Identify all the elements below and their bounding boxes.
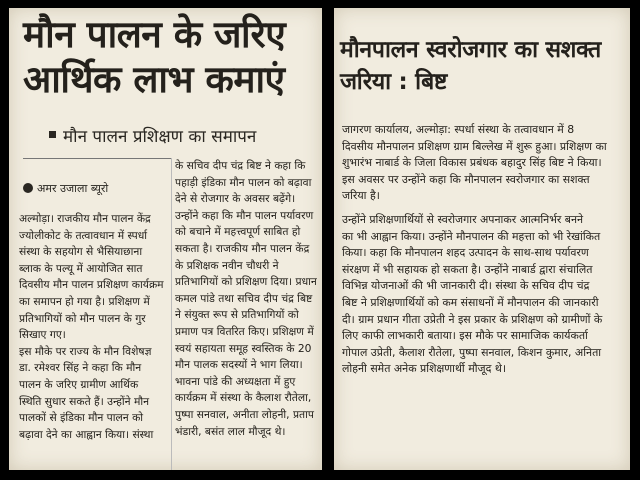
article-line: भंडारी, बसंत लाल मौजूद थे।: [175, 424, 286, 438]
article-line: लिए काफी लाभकारी बताया। इस मौके पर सामाजिक कार्यकर्ता: [342, 329, 588, 343]
article-line: भावना पांडे की अध्यक्षता में हुए: [175, 374, 296, 388]
article-line: विभिन्न योजनाओं की भी जानकारी दी। संस्था के सचिव दीप चंद्र: [342, 279, 590, 293]
article-line: जागरण कार्यालय, अल्मोड़ा: स्पर्धा संस्था के तत्वावधान में 8: [342, 123, 575, 136]
right-headline: [340, 34, 628, 98]
article-line: कार्यक्रम में संस्था के कैलाश रौतेला,: [175, 391, 312, 405]
article-line: देने से रोजगार के अवसर बढ़ेंगे।: [175, 192, 296, 206]
right-paragraph-1: [342, 122, 626, 205]
article-line: को बचाने में महत्त्वपूर्ण साबित हो: [175, 225, 301, 239]
article-line: सकता है। राजकीय मौन पालन केंद्र: [175, 241, 310, 255]
article-line: उन्होंने कहा कि मौन पालन पर्यावरण: [175, 208, 314, 222]
article-line: ब्लाक के पल्यू में आयोजित सात: [19, 261, 143, 275]
right-article-body: [342, 122, 626, 378]
article-line: बढ़ावा देने का आह्वान किया। संस्था: [19, 427, 154, 441]
article-line: का समापन हो गया है। प्रशिक्षण में: [19, 294, 150, 308]
left-headline: [23, 12, 319, 102]
article-line: संरक्षण में भी सहायक हो सकता है। उन्होंने नाबार्ड द्वारा संचालित: [342, 262, 593, 276]
right-headline-line: मौनपालन स्वरोजगार का सशक्त: [340, 37, 601, 63]
article-line: सिखाए गए।: [19, 328, 66, 342]
left-byline: [23, 181, 108, 196]
article-line: अल्मोड़ा। राजकीय मौन पालन केंद्र: [19, 212, 151, 225]
bureau-logo-icon: [23, 183, 33, 193]
article-line: कमल पांडे तथा सचिव दीप चंद्र बिष्ट: [175, 291, 313, 305]
article-line: ज्योलीकोट के तत्वावधान में स्पर्धा: [19, 228, 148, 242]
article-line: मौन पालक सदस्यों ने भाग लिया।: [175, 358, 303, 372]
article-line: पालन के जरिए ग्रामीण आर्थिक: [19, 377, 139, 391]
article-line: दिवसीय मौनपालन प्रशिक्षण ग्राम बिल्लेख में शुरू हुआ। प्रशिक्षण का: [342, 139, 607, 153]
article-line: पुष्पा सनवाल, अनीता लोहनी, प्रताप: [175, 407, 314, 421]
right-news-clipping: [334, 8, 630, 470]
article-line: इस अवसर पर उन्होंने कहा कि मौनपालन स्वरोजगार का सशक्त: [342, 172, 590, 186]
left-headline-line: मौन पालन के जरिए: [23, 13, 286, 56]
byline-text: अमर उजाला ब्यूरो: [37, 182, 109, 195]
article-line: बिष्ट ने प्रशिक्षणार्थियों को कम संसाधनों में मौनपालन की जानकारी: [342, 295, 599, 309]
article-line: इस मौके पर राज्य के मौन विशेषज्ञ: [19, 344, 152, 358]
paragraph-gap: [342, 205, 626, 212]
article-line: प्रतिभागियों को मौन पालन के गुर: [19, 311, 146, 325]
right-paragraph-2: [342, 212, 626, 378]
article-line: लोहनी समेत अनेक प्रशिक्षणार्थी मौजूद थे।: [342, 362, 506, 376]
article-line: जरिया है।: [342, 189, 380, 203]
bullet-icon: [49, 131, 56, 138]
article-line: ने संयुक्त रूप से प्रतिभागियों को: [175, 308, 299, 322]
article-line: स्वयं सहायता समूह स्वस्तिक के 20: [175, 341, 312, 355]
article-line: पालकों से इंडिका मौन पालन को: [19, 411, 144, 425]
article-line: दी। ग्राम प्रधान गीता उप्रेती ने इस प्रकार के प्रशिक्षण को ग्रामीणों के: [342, 312, 603, 326]
article-line: के सचिव दीप चंद्र बिष्ट ने कहा कि: [175, 159, 306, 172]
article-line: प्रमाण पत्र वितरित किए। प्रशिक्षण में: [175, 324, 314, 338]
left-article-column-2: [175, 158, 320, 440]
article-line: दिवसीय मौन पालन प्रशिक्षण कार्यक्रम: [19, 278, 164, 292]
article-line: गोपाल उप्रेती, कैलाश रौतेला, पुष्पा सनवाल, किशन कुमार, अनिता: [342, 345, 602, 359]
left-headline-line: आर्थिक लाभ कमाएं: [23, 58, 285, 101]
article-line: डा. रमेश्वर सिंह ने कहा कि मौन: [19, 361, 142, 375]
article-line: स्थिति सुधार सकते हैं। उन्होंने मौन: [19, 394, 150, 408]
right-headline-line: जरिया : बिष्ट: [340, 69, 448, 95]
byline-rule: [23, 158, 171, 159]
article-line: प्रतिभागियों को प्रशिक्षण दिया। प्रधान: [175, 275, 317, 289]
article-line: का भी आह्वान किया। उन्होंने मौनपालन की महत्ता को भी रेखांकित: [342, 229, 601, 243]
article-line: संस्था के सहयोग से भैसियाछाना: [19, 245, 143, 259]
column-divider: [171, 158, 172, 470]
left-news-clipping: [9, 8, 322, 470]
article-line: के प्रशिक्षक नवीन चौधरी ने: [175, 258, 279, 272]
left-article-column-1: [19, 211, 169, 443]
article-line: पहाड़ी इंडिका मौन पालन को बढ़ावा: [175, 175, 312, 189]
article-line: उन्होंने प्रशिक्षणार्थियों से स्वरोजगार अपनाकर आत्मनिर्भर बनने: [342, 212, 584, 226]
article-line: शुभारंभ नाबार्ड के जिला विकास प्रबंधक बहादुर सिंह बिष्ट ने किया।: [342, 156, 602, 170]
article-line: किया। कहा कि मौनपालन शहद उत्पादन के साथ-साथ पर्यावरण: [342, 246, 589, 260]
left-subheadline: मौन पालन प्रशिक्षण का समापन: [63, 127, 257, 147]
